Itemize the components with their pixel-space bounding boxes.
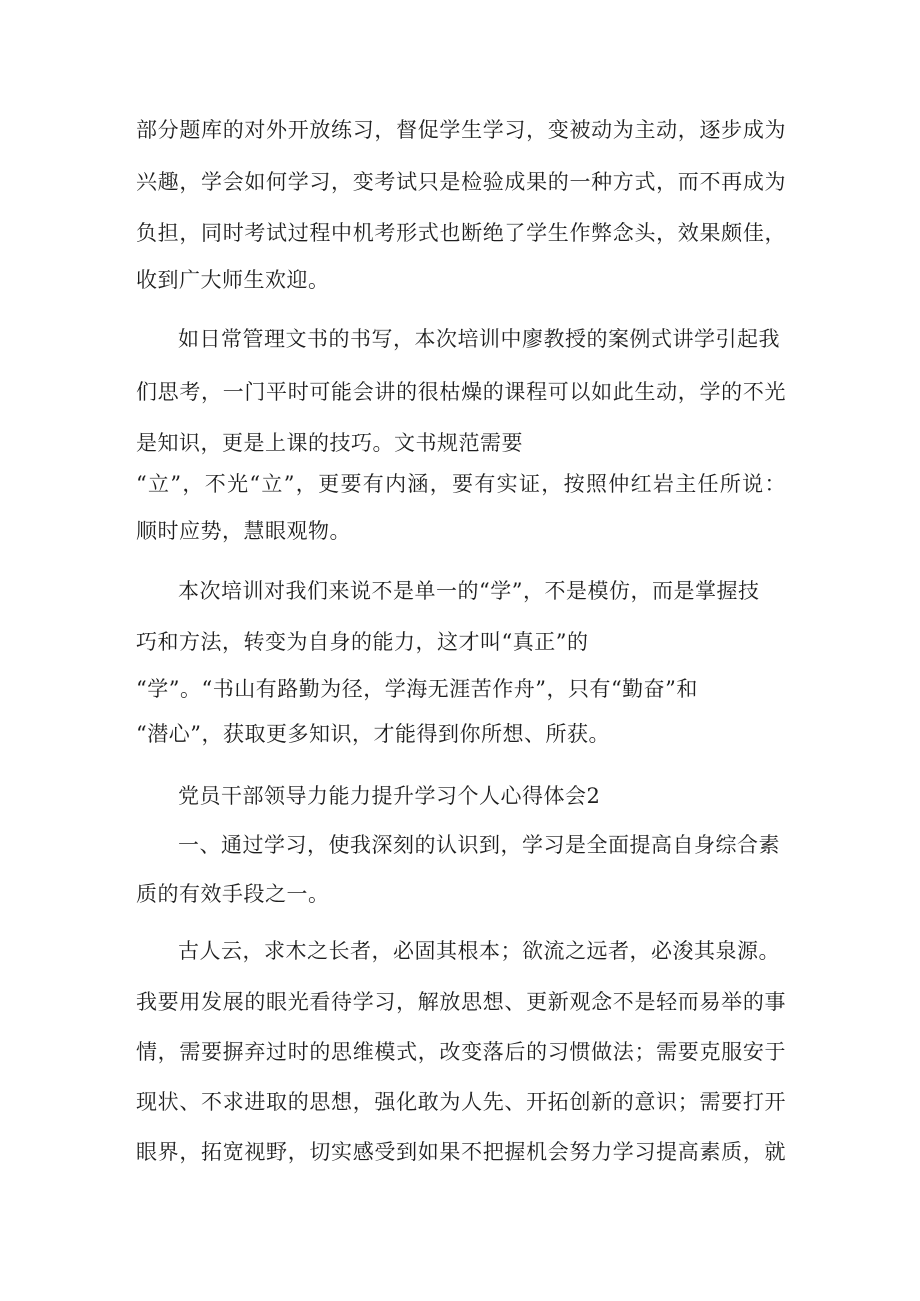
paragraph-2-line-1: 如日常管理文书的书写，本次培训中廖教授的案例式讲学引起我 bbox=[178, 327, 780, 351]
paragraph-2-line-5: 顺时应势，慧眼观物。 bbox=[136, 519, 351, 543]
paragraph-2-line-2: 们思考，一门平时可能会讲的很枯燥的课程可以如此生动，学的不光 bbox=[136, 380, 786, 404]
paragraph-3-line-1: 本次培训对我们来说不是单一的“学”，不是模仿，而是掌握技 bbox=[178, 579, 760, 603]
paragraph-1-line-4: 收到广大师生欢迎。 bbox=[136, 268, 330, 292]
paragraph-5-line-4: 现状、不求进取的思想，强化敢为人先、开拓创新的意识；需要打开 bbox=[136, 1090, 786, 1114]
paragraph-4-line-2: 质的有效手段之一。 bbox=[136, 882, 330, 906]
paragraph-5-line-3: 情，需要摒弃过时的思维模式，改变落后的习惯做法；需要克服安于 bbox=[136, 1040, 786, 1064]
paragraph-5-line-5: 眼界，拓宽视野，切实感受到如果不把握机会努力学习提高素质，就 bbox=[136, 1140, 786, 1164]
paragraph-3-line-3: “学”。“书山有路勤为径，学海无涯苦作舟”，只有“勤奋”和 bbox=[136, 677, 698, 701]
paragraph-2-line-3: 是知识，更是上课的技巧。文书规范需要 bbox=[136, 431, 523, 455]
paragraph-3-line-2: 巧和方法，转变为自身的能力，这才叫“真正”的 bbox=[136, 630, 589, 654]
paragraph-2-line-4: “立”，不光“立”，更要有内涵，要有实证，按照仲红岩主任所说： bbox=[136, 472, 786, 496]
paragraph-1-line-2: 兴趣，学会如何学习，变考试只是检验成果的一种方式，而不再成为 bbox=[136, 170, 786, 194]
paragraph-5-line-2: 我要用发展的眼光看待学习，解放思想、更新观念不是轻而易举的事 bbox=[136, 990, 786, 1014]
paragraph-1-line-1: 部分题库的对外开放练习，督促学生学习，变被动为主动，逐步成为 bbox=[136, 118, 786, 142]
section-heading: 党员干部领导力能力提升学习个人心得体会2 bbox=[178, 784, 601, 808]
paragraph-4-line-1: 一、通过学习，使我深刻的认识到，学习是全面提高自身综合素 bbox=[178, 833, 780, 857]
paragraph-1-line-3: 负担，同时考试过程中机考形式也断绝了学生作弊念头，效果颇佳， bbox=[136, 221, 786, 245]
paragraph-5-line-1: 古人云，求木之长者，必固其根本；欲流之远者，必浚其泉源。 bbox=[178, 939, 780, 963]
paragraph-3-line-4: “潜心”，获取更多知识，才能得到你所想、所获。 bbox=[136, 722, 610, 746]
